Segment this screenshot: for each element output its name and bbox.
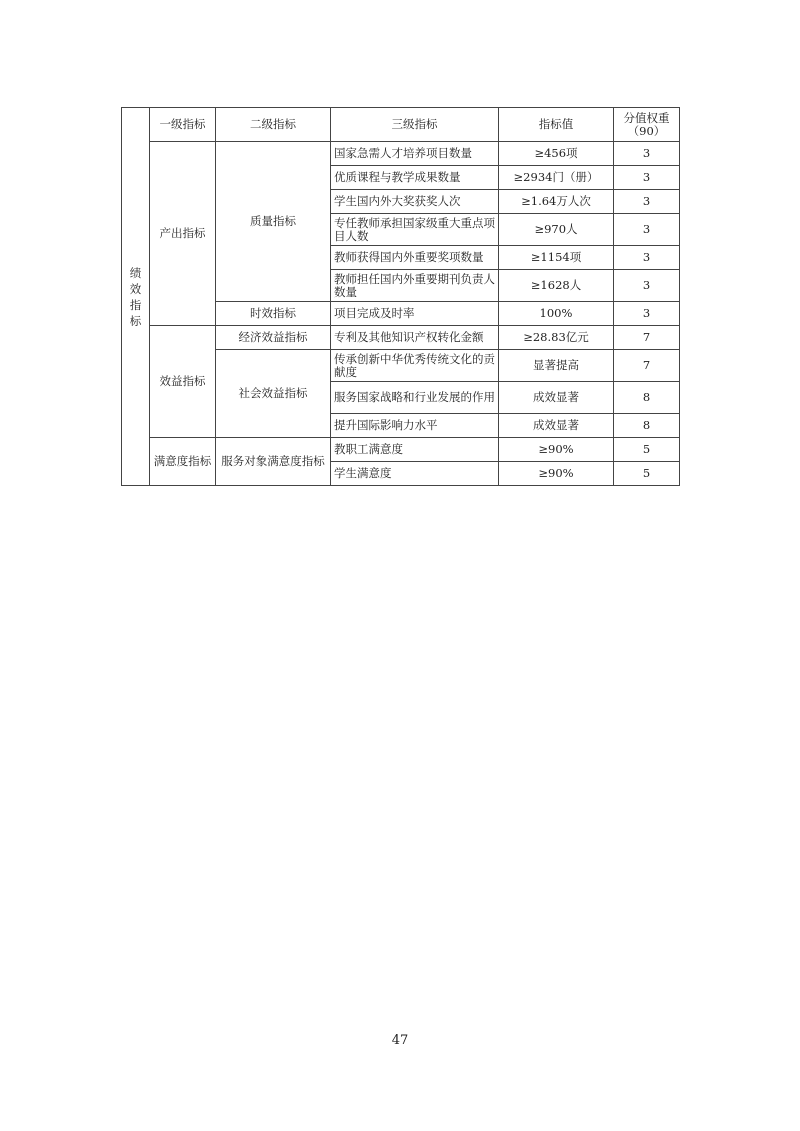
value-cell: 显著提高 (499, 350, 614, 382)
value-cell: ≥1.64万人次 (499, 190, 614, 214)
table-row (122, 438, 680, 462)
category-cell: 绩效指标 (122, 108, 150, 486)
value-cell: ≥1628人 (499, 270, 614, 302)
table-row (122, 142, 680, 166)
weight-cell: 5 (614, 462, 680, 486)
indicator-cell: 学生满意度 (331, 462, 499, 486)
indicator-cell: 传承创新中华优秀传统文化的贡献度 (331, 350, 499, 382)
weight-cell: 8 (614, 414, 680, 438)
indicator-cell: 专任教师承担国家级重大重点项目人数 (331, 214, 499, 246)
group-satisfaction: 满意度指标 (150, 438, 216, 486)
weight-cell: 7 (614, 350, 680, 382)
performance-indicator-table (121, 107, 680, 486)
indicator-cell: 教师担任国内外重要期刊负责人数量 (331, 270, 499, 302)
value-cell: ≥1154项 (499, 246, 614, 270)
header-value: 指标值 (499, 108, 614, 142)
value-cell: ≥456项 (499, 142, 614, 166)
page-number: 47 (391, 1033, 409, 1048)
group-output: 产出指标 (150, 142, 216, 326)
weight-cell: 3 (614, 190, 680, 214)
indicator-cell: 专利及其他知识产权转化金额 (331, 326, 499, 350)
table-header-row (122, 108, 680, 142)
indicator-cell: 教师获得国内外重要奖项数量 (331, 246, 499, 270)
indicator-cell: 教职工满意度 (331, 438, 499, 462)
weight-cell: 3 (614, 142, 680, 166)
header-level3: 三级指标 (331, 108, 499, 142)
table-row (122, 326, 680, 350)
weight-cell: 5 (614, 438, 680, 462)
group-social: 社会效益指标 (216, 350, 331, 438)
header-weight-line1: 分值权重 (623, 110, 670, 125)
group-quality: 质量指标 (216, 142, 331, 302)
value-cell: ≥90% (499, 438, 614, 462)
indicator-cell: 服务国家战略和行业发展的作用 (331, 382, 499, 414)
header-level1: 一级指标 (150, 108, 216, 142)
weight-cell: 8 (614, 382, 680, 414)
header-weight-line2: （90） (627, 123, 666, 138)
group-economic: 经济效益指标 (216, 326, 331, 350)
weight-cell: 3 (614, 270, 680, 302)
weight-cell: 3 (614, 166, 680, 190)
indicator-cell: 学生国内外大奖获奖人次 (331, 190, 499, 214)
group-benefit: 效益指标 (150, 326, 216, 438)
weight-cell: 3 (614, 246, 680, 270)
value-cell: 成效显著 (499, 382, 614, 414)
value-cell: ≥970人 (499, 214, 614, 246)
indicator-cell: 提升国际影响力水平 (331, 414, 499, 438)
weight-cell: 3 (614, 302, 680, 326)
value-cell: ≥28.83亿元 (499, 326, 614, 350)
header-weight (614, 108, 680, 142)
group-timeliness: 时效指标 (216, 302, 331, 326)
value-cell: 成效显著 (499, 414, 614, 438)
value-cell: ≥2934门（册） (499, 166, 614, 190)
indicator-cell: 国家急需人才培养项目数量 (331, 142, 499, 166)
value-cell: ≥90% (499, 462, 614, 486)
group-service-satisfaction: 服务对象满意度指标 (216, 438, 331, 486)
header-level2: 二级指标 (216, 108, 331, 142)
indicator-cell: 优质课程与教学成果数量 (331, 166, 499, 190)
weight-cell: 3 (614, 214, 680, 246)
indicator-cell: 项目完成及时率 (331, 302, 499, 326)
value-cell: 100% (499, 302, 614, 326)
weight-cell: 7 (614, 326, 680, 350)
